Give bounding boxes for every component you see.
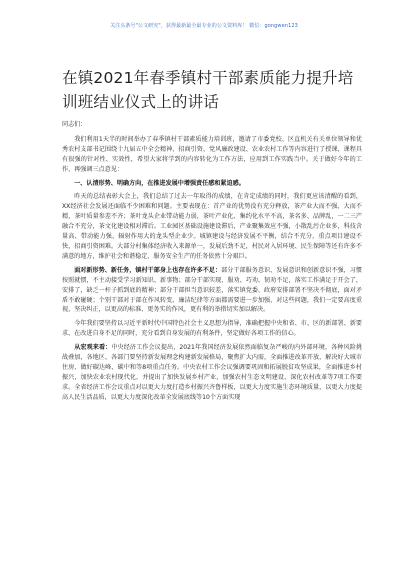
- paragraph-guidance: [62, 319, 362, 339]
- heading-text: 一、认清形势、明确方向，在推进发展中增强责任感和紧迫感。: [74, 179, 245, 187]
- salutation: 同志们：: [62, 121, 87, 128]
- document-title: 在镇2021年春季镇村干部素质能力提升培训班结业仪式上的讲话: [62, 69, 354, 111]
- top-banner: 关注头条号"公文研究"，获得最新最全最专业的公文资料库！ 微信：gongwen123: [110, 23, 298, 29]
- paragraph-text: 部分干部服务意识、发展意识和创新意识不强，习惯按照就惯，不主动接受学习新知识、新事物；部分干部实现、服劝、巧劝、韧劝不足，落实工作满足于开会了，安排了，缺乏一杆子抓到底的精神；部分干部担当意识较差，落实镇党委、政府安排部署不坚决不彻底，面对矛盾不敢碰硬；个别干部对于部在作风转变、廉洁纪律等方面都需要进一步加强，对这些问题，我们一定要高度重视，坚决纠正，以更高的标准、更务实的作风，更有利的举措切实加以解决。: [62, 266, 363, 314]
- paragraph-intro: [62, 135, 362, 175]
- paragraph-lead: 面对新形势、新任务，镇村干部身上也存在许多不足：: [74, 266, 222, 274]
- paragraph-shortcomings: [62, 266, 362, 316]
- document-body: [62, 120, 362, 403]
- paragraph-text: 中央经济工作会议提出，2021年我国经济发展依然面临复杂严峻的内外部环境，各种风险挑战叠加，各地区、各部门要坚持新发展理念构建新发展格局，聚焦扩大内需，全面推进改革开放，解决好大城市住房、做好碳达峰、碳中和等8项重点任务。中央农村工作会议强调要巩固和拓展脱贫攻坚成果，全面推进乡村振兴，加快农业农村现代化，并提出了加快发展乡村产业，加强农村生态文明建设、深化农村改革等7项工作要求。全省经济工作会议重点对以更大力度打造乡村振兴齐鲁样板，以更大力度实施生态环境质量，以更大力度提高人民生活品质，以更大力度深化改革全发展底线等10个方面实现: [62, 344, 363, 401]
- paragraph-text: 昨天的总结表彰大会上，我们总结了过去一年取得的成绩，在肯定成绩的同时，我们更应该清醒的看到，XX经济社会发展还面临不少困难和问题。主要表现在：首产业的优势没有充分释放，茶产业大而不强、大而不精，茶叶质量参差不齐；茶叶龙头企业带动能力弱，茶叶产业化、集约化水平不高，茶名多、品牌乱，一二三产融合不充分，茶文化建设相对滞后。工业园区基础设施建设滞后，产业聚集效应不强，小散乱污企业多，科技含量高、带动能力强、辐射作用大的龙头型企业少。城镇建设与经济发展不平衡，结合不充分，重点项目建设不快，招商引资困难。大部分村集体经济收入来源单一，发展后劲不足，村民对入居环境、民生保障等还有许多不满意的地方，维护社会和谐稳定、服务安全生产的任务依然十分艰巨。: [62, 193, 362, 260]
- section-heading-1: [62, 179, 362, 189]
- paragraph-problems: [62, 192, 362, 261]
- paragraph-macro: [62, 343, 362, 402]
- paragraph-text: 今年我们要坚持以习近平新时代中国特色社会主义思想为指导，准确把握中央和省、市、区的新部署、新要求，在改进自身不足的同时，充分看到自身发展的有利条件，坚定做好各项工作的信心。: [62, 320, 362, 338]
- paragraph-text: 我们利用1天半的时间举办了春季镇村干部素质能力培训班，邀请了市委党校、区直机关有关单位领导和优秀农村支部书记围绕十九届五中全会精神、招商引资、党风廉政建设、农业农村工作等内容进行了授课，课程具有很强的针对性、实效性，希望大家将学到的内容转化为工作方法，应用到工作实践当中。关于做好今年的工作，再强调三点意见：: [62, 135, 362, 173]
- paragraph-lead: 从宏观来看：: [74, 344, 112, 352]
